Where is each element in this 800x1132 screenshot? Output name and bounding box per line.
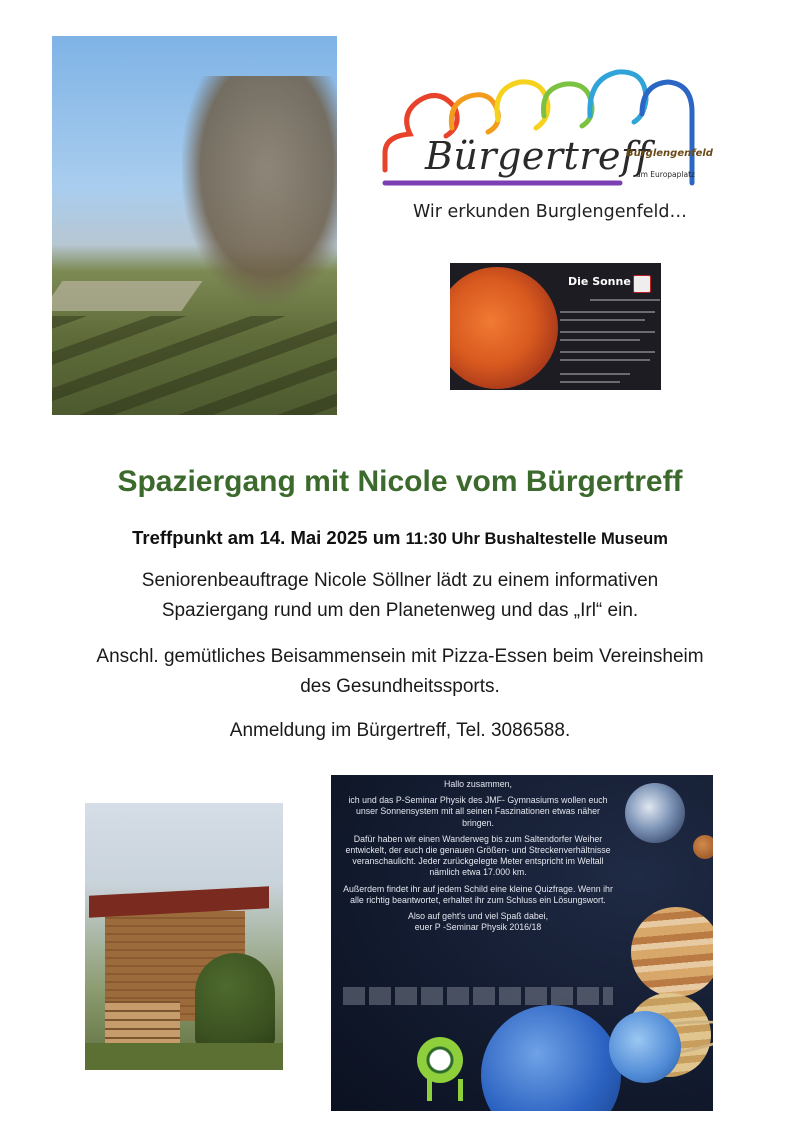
grass-ground (85, 1043, 283, 1070)
planet-sign-text (339, 779, 617, 938)
headline: Spaziergang mit Nicole vom Bürgertreff (117, 465, 683, 498)
logo-city-mark: Burglengenfeld (626, 148, 713, 159)
sign-text-line (560, 359, 650, 361)
sign-text-line (560, 311, 655, 313)
mars-icon (693, 835, 713, 859)
social-info (40, 642, 760, 702)
hut-photo (85, 803, 283, 1070)
bush-shape (195, 953, 275, 1048)
park-photo (52, 36, 337, 415)
sign-signature: euer P -Seminar Physik 2016/18 (414, 922, 542, 933)
meeting-info (0, 527, 800, 549)
neptune-icon (481, 1005, 621, 1111)
buergertreff-logo (380, 58, 713, 188)
sign-text-line (560, 319, 645, 321)
logo-wordmark: Bürgertreff (425, 134, 651, 178)
description (40, 566, 760, 626)
sign-text-line (560, 339, 640, 341)
meeting-date: Treffpunkt am 14. Mai 2025 um (132, 527, 401, 548)
sun-sign-photo (450, 263, 661, 390)
logo-place-text: am Europaplatz (636, 170, 695, 179)
trees-shape (182, 76, 337, 306)
sign-text-line (560, 331, 655, 333)
sun-icon (450, 267, 558, 389)
uranus-icon (609, 1011, 681, 1083)
tagline: Wir erkunden Burglengenfeld… (413, 202, 687, 222)
path-shape (52, 281, 203, 311)
sign-greeting: Hallo zusammen, (444, 779, 512, 789)
alien-legs (427, 1079, 463, 1101)
meeting-time-place: 11:30 Uhr Bushaltestelle Museum (405, 530, 668, 548)
social-line: Anschl. gemütliches Beisammensein mit Pizza-Essen beim Vereinsheim (96, 646, 704, 667)
sign-closing: Also auf geht's und viel Spaß dabei, (407, 911, 549, 922)
signer-names (343, 987, 613, 1005)
description-line: Seniorenbeauftrage Nicole Söllner lädt zu einem informativen (141, 570, 659, 591)
sign-text-line (560, 373, 630, 375)
earth-icon (625, 783, 685, 843)
sign-paragraph: ich und das P-Seminar Physik des JMF- Gymnasiums wollen euch unser Sonnensystem mit all seinen Faszinationen etwas näher bringen. (348, 795, 608, 828)
sign-text-line (560, 351, 655, 353)
signup-info: Anmeldung im Bürgertreff, Tel. 3086588. (229, 720, 571, 741)
sign-text-line (560, 381, 620, 383)
jupiter-icon (631, 907, 713, 997)
sign-paragraph: Dafür haben wir einen Wanderweg bis zum Saltendorfer Weiher entwickelt, der euch die genauen Größen- und Streckenverhältnisse veranschaulicht. Jeder zurückgelegte Meter entspricht im Weltall nämlich etwa 17.000 km. (345, 833, 611, 878)
sign-text-line (590, 299, 660, 301)
hut-stairs (105, 1001, 180, 1046)
social-line: des Gesundheitssports. (300, 676, 500, 697)
badge-icon (633, 275, 651, 293)
sun-sign-title: Die Sonne (568, 275, 631, 288)
tree-shadows (52, 316, 337, 415)
alien-mascot-icon (417, 1037, 463, 1083)
description-line: Spaziergang rund um den Planetenweg und das „Irl“ ein. (161, 600, 639, 621)
sign-paragraph: Außerdem findet ihr auf jedem Schild eine kleine Quizfrage. Wenn ihr alle richtig beantwortet, erhaltet ihr zum Schluss ein Lösungswort. (343, 883, 613, 905)
planet-sign-photo (331, 775, 713, 1111)
